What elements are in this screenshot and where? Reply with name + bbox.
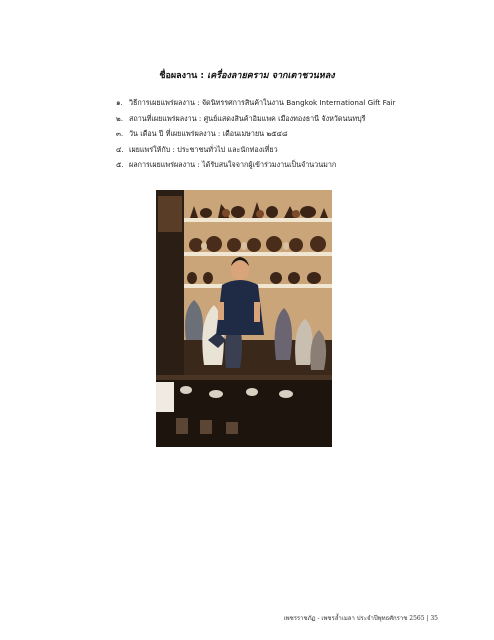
list-item: ๓. วัน เดือน ปี ที่เผยแพร่ผลงาน : เดือนเมษายน ๒๕๔๘ <box>116 129 288 138</box>
list-item: ๑. วิธีการเผยแพร่ผลงาน : จัดนิทรรศการสินค้าในงาน Bangkok International Gift Fair <box>116 98 396 107</box>
page-footer: เพชรราชภัฏ - เพชรล้ำเมลา ประจำปีพุทธศักราช 2565 | 35 <box>283 615 438 622</box>
list-item: ๒. สถานที่เผยแพร่ผลงาน : ศูนย์แสดงสินค้าอิมแพค เมืองทองธานี จังหวัดนนทบุรี <box>116 113 366 123</box>
exhibition-photo <box>156 190 332 447</box>
list-item: ๕. ผลการเผยแพร่ผลงาน : ได้รับสนใจจากผู้เข้าร่วมงานเป็นจำนวนมาก <box>116 160 337 169</box>
work-title-name: เครื่องลายคราม จากเตาชวนหลง <box>207 71 335 81</box>
work-title <box>0 68 494 82</box>
list-item: ๔. เผยแพร่ให้กับ : ประชาชนทั่วไป และนักท่องเที่ยว <box>116 144 278 154</box>
work-title-prefix: ชื่อผลงาน : <box>159 71 208 81</box>
info-list <box>116 95 456 173</box>
